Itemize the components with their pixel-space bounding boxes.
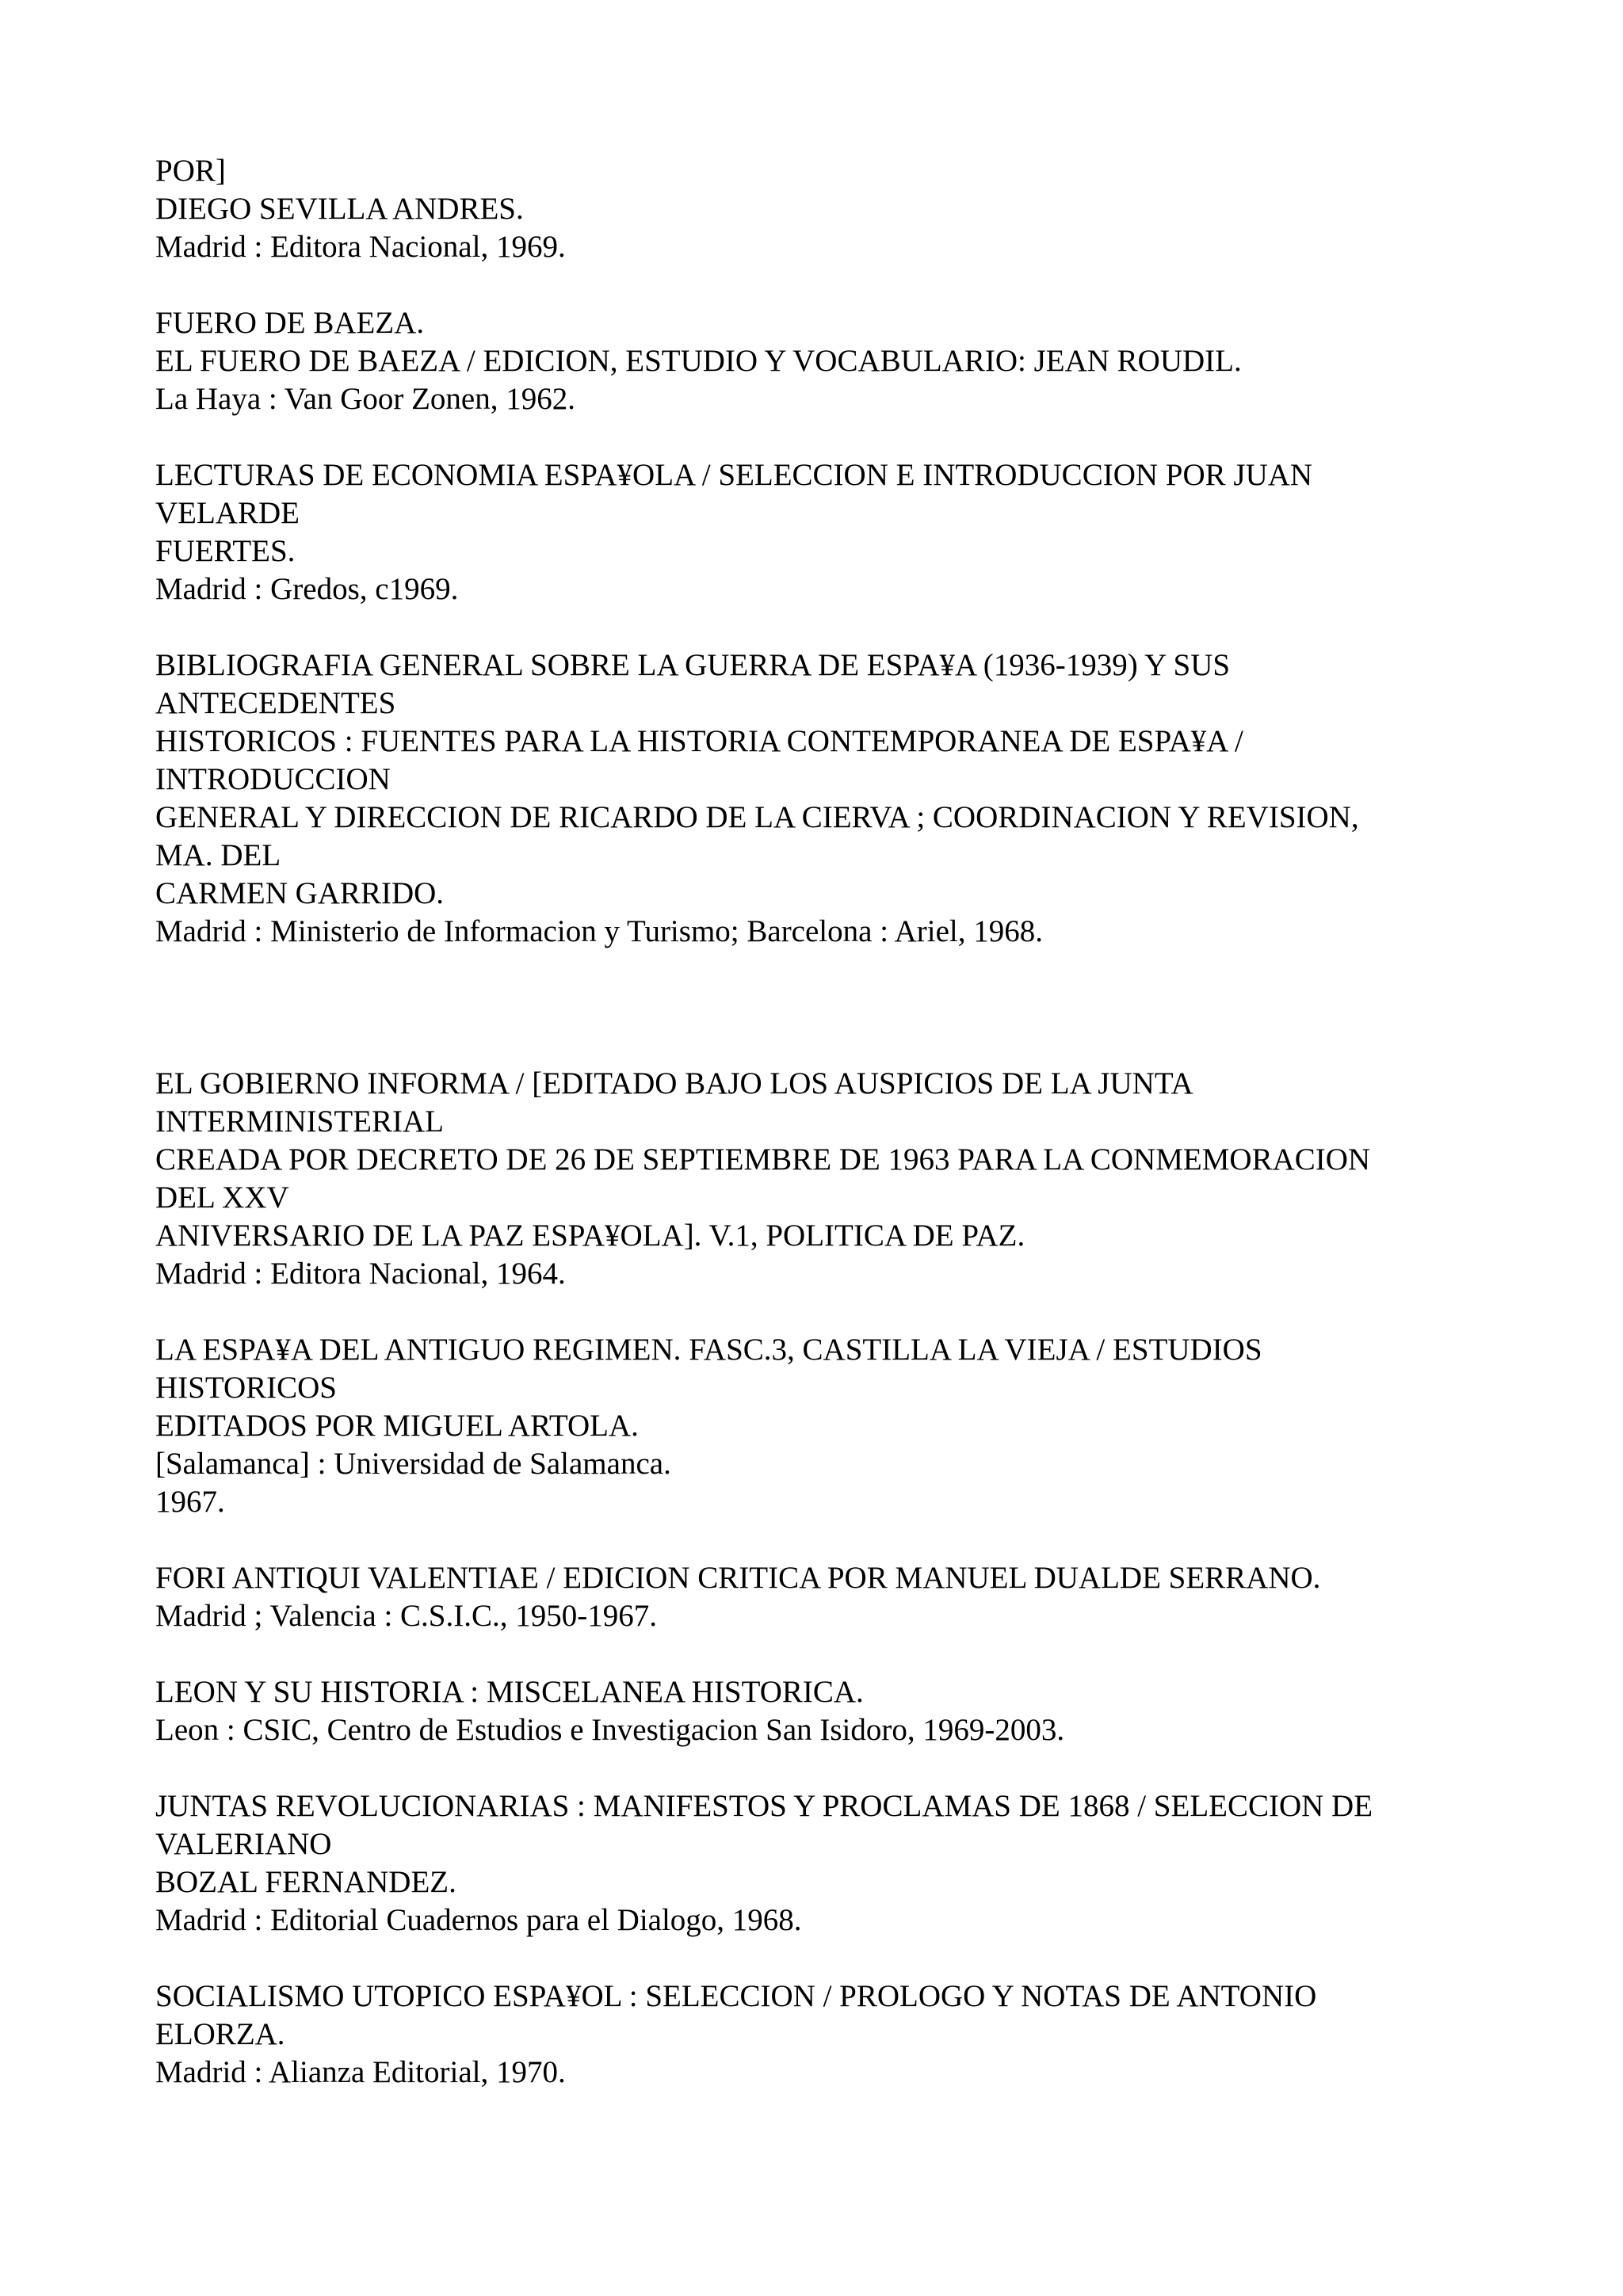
entry-line: EL FUERO DE BAEZA / EDICION, ESTUDIO Y VOCABULARIO: JEAN ROUDIL.	[155, 344, 1242, 378]
bibliography-entry	[155, 1978, 1487, 2092]
entry-line: VALERIANO	[155, 1827, 332, 1861]
entry-line: MA. DEL	[155, 838, 281, 872]
entry-line: DIEGO SEVILLA ANDRES.	[155, 192, 524, 226]
document-page	[155, 152, 1487, 2130]
entry-line: FUERO DE BAEZA.	[155, 306, 425, 340]
entry-line: ELORZA.	[155, 2017, 285, 2051]
entry-line: FORI ANTIQUI VALENTIAE / EDICION CRITICA POR MANUEL DUALDE SERRANO.	[155, 1561, 1321, 1595]
entry-line: ANTECEDENTES	[155, 686, 396, 720]
entry-line: DEL XXV	[155, 1180, 289, 1215]
entry-line: Madrid : Gredos, c1969.	[155, 572, 459, 606]
entry-line: SOCIALISMO UTOPICO ESPA¥OL : SELECCION / PROLOGO Y NOTAS DE ANTONIO	[155, 1979, 1317, 2013]
entry-line: LECTURAS DE ECONOMIA ESPA¥OLA / SELECCION E INTRODUCCION POR JUAN	[155, 458, 1313, 492]
bibliography-entry	[155, 1331, 1487, 1521]
entry-line: GENERAL Y DIRECCION DE RICARDO DE LA CIERVA ; COORDINACION Y REVISION,	[155, 800, 1359, 834]
entry-line: CARMEN GARRIDO.	[155, 876, 445, 910]
bibliography-entry	[155, 1673, 1487, 1749]
entry-line: FUERTES.	[155, 534, 296, 568]
entry-line: CREADA POR DECRETO DE 26 DE SEPTIEMBRE DE 1963 PARA LA CONMEMORACION	[155, 1142, 1371, 1177]
entry-line: Madrid : Alianza Editorial, 1970.	[155, 2055, 566, 2089]
bibliography-entry	[155, 1559, 1487, 1635]
entry-line: Madrid : Editora Nacional, 1964.	[155, 1257, 566, 1291]
entry-line: LEON Y SU HISTORIA : MISCELANEA HISTORICA.	[155, 1675, 864, 1709]
entry-line: Madrid : Editorial Cuadernos para el Dialogo, 1968.	[155, 1903, 802, 1937]
entry-line: Leon : CSIC, Centro de Estudios e Investigacion San Isidoro, 1969-2003.	[155, 1713, 1065, 1747]
bibliography-entry	[155, 1065, 1487, 1293]
bibliography-entry	[155, 456, 1487, 608]
entry-line: BOZAL FERNANDEZ.	[155, 1865, 456, 1899]
entry-line: POR]	[155, 154, 226, 188]
entry-line: LA ESPA¥A DEL ANTIGUO REGIMEN. FASC.3, CASTILLA LA VIEJA / ESTUDIOS	[155, 1333, 1262, 1367]
entry-line: Madrid : Editora Nacional, 1969.	[155, 230, 566, 264]
bibliography-entry	[155, 304, 1487, 418]
entry-line: INTERMINISTERIAL	[155, 1104, 444, 1138]
entry-line: JUNTAS REVOLUCIONARIAS : MANIFESTOS Y PROCLAMAS DE 1868 / SELECCION DE	[155, 1789, 1373, 1823]
entry-line: [Salamanca] : Universidad de Salamanca.	[155, 1447, 671, 1481]
entry-line: ANIVERSARIO DE LA PAZ ESPA¥OLA]. V.1, POLITICA DE PAZ.	[155, 1219, 1025, 1253]
entry-line: 1967.	[155, 1485, 225, 1519]
entry-line: EDITADOS POR MIGUEL ARTOLA.	[155, 1409, 639, 1443]
entry-line: Madrid : Ministerio de Informacion y Turismo; Barcelona : Ariel, 1968.	[155, 914, 1044, 948]
entry-line: EL GOBIERNO INFORMA / [EDITADO BAJO LOS AUSPICIOS DE LA JUNTA	[155, 1066, 1193, 1100]
entry-line: HISTORICOS	[155, 1371, 337, 1405]
bibliography-entry	[155, 152, 1487, 266]
entry-line: INTRODUCCION	[155, 762, 391, 796]
entry-line: Madrid ; Valencia : C.S.I.C., 1950-1967.	[155, 1599, 657, 1633]
bibliography-entry	[155, 646, 1487, 951]
entry-line: HISTORICOS : FUENTES PARA LA HISTORIA CONTEMPORANEA DE ESPA¥A /	[155, 724, 1243, 758]
entry-line: La Haya : Van Goor Zonen, 1962.	[155, 382, 575, 416]
entry-line: BIBLIOGRAFIA GENERAL SOBRE LA GUERRA DE ESPA¥A (1936-1939) Y SUS	[155, 648, 1231, 682]
entry-line: VELARDE	[155, 496, 300, 530]
bibliography-entry	[155, 1787, 1487, 1939]
